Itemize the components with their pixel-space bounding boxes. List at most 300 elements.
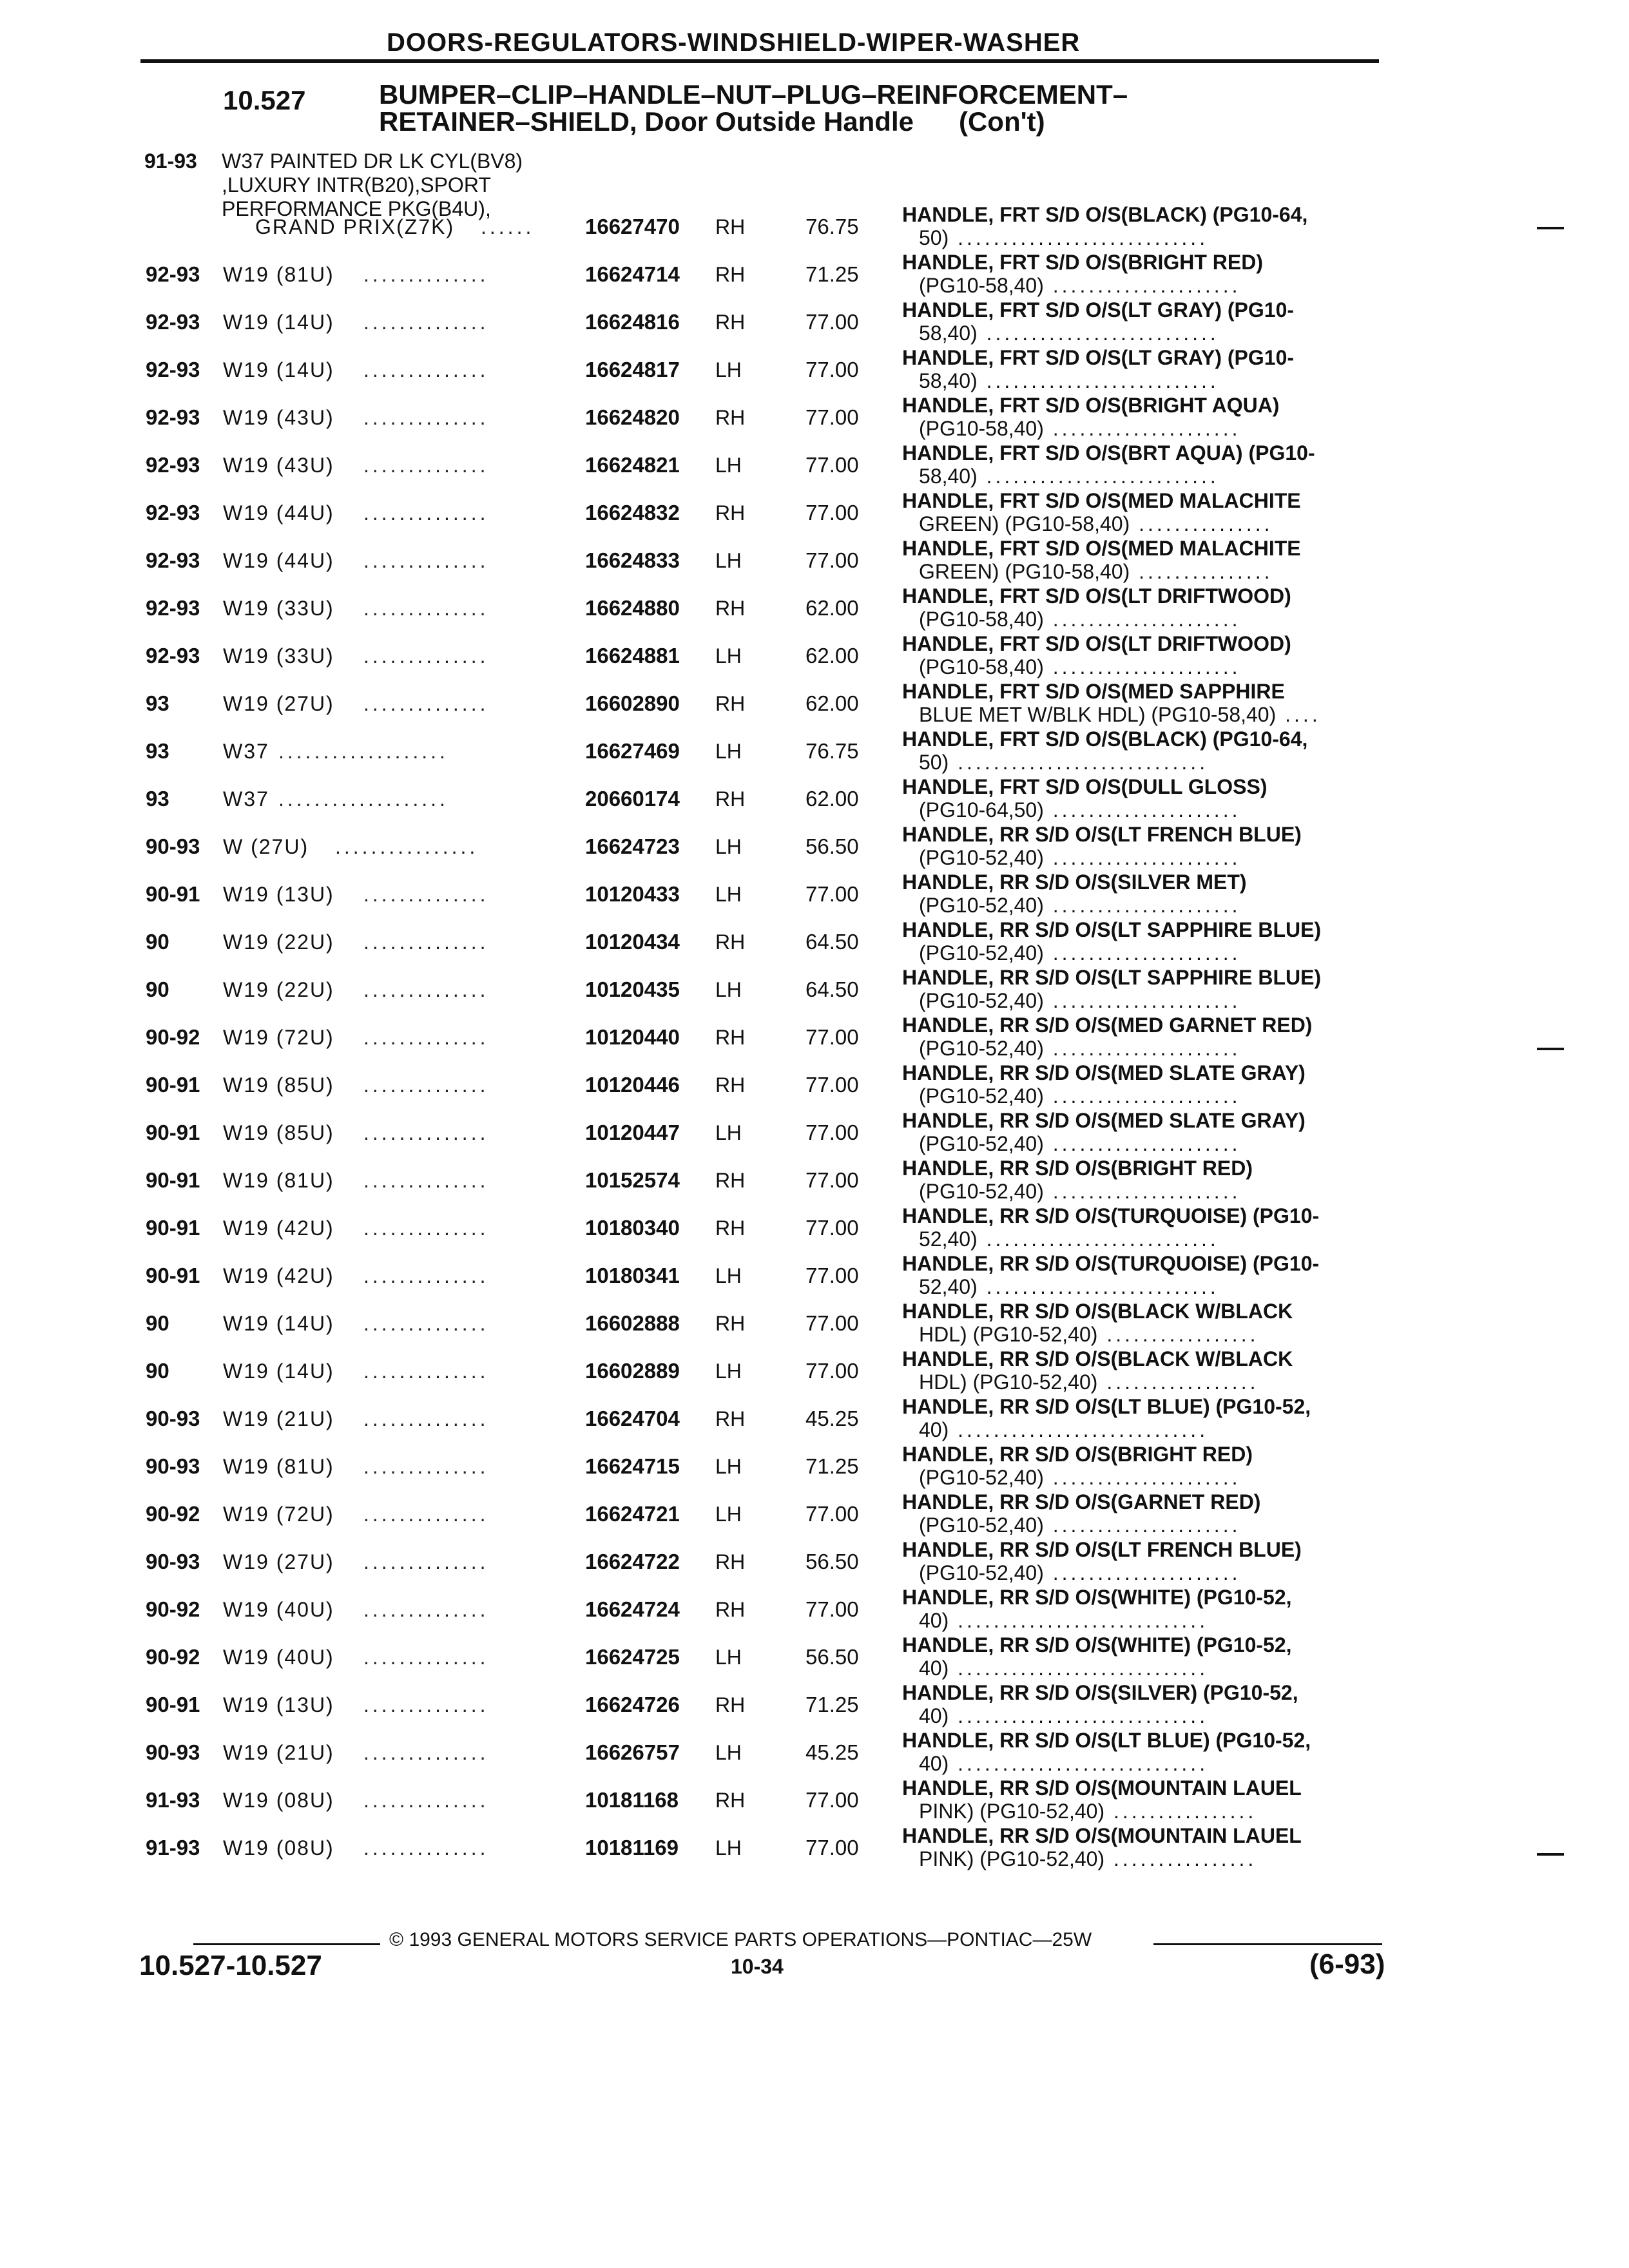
table-row bbox=[0, 1538, 1629, 1597]
table-row bbox=[0, 1776, 1629, 1835]
part-description-line2: (PG10-52,40) bbox=[919, 1132, 1044, 1155]
table-row bbox=[0, 966, 1629, 1024]
table-row bbox=[0, 1395, 1629, 1454]
part-description-cont bbox=[919, 1561, 1240, 1585]
leader-dots: ................. bbox=[1097, 1370, 1259, 1394]
part-description: HANDLE, RR S/D O/S(TURQUOISE) (PG10- bbox=[902, 1204, 1320, 1227]
part-description-cont bbox=[919, 750, 1208, 774]
part-number: 16624821 bbox=[585, 453, 680, 477]
model-year: 90 bbox=[146, 1359, 169, 1383]
list-price: 77.00 bbox=[805, 453, 859, 477]
part-description: HANDLE, RR S/D O/S(SILVER) (PG10-52, bbox=[902, 1681, 1298, 1704]
table-row bbox=[0, 727, 1629, 786]
margin-mark bbox=[1537, 1048, 1564, 1050]
part-number: 16624817 bbox=[585, 358, 680, 381]
part-description-cont bbox=[919, 1036, 1240, 1061]
leader-dots: .............. bbox=[363, 1550, 489, 1573]
list-price: 62.00 bbox=[805, 691, 859, 715]
table-row bbox=[0, 1586, 1629, 1644]
part-number: 16624833 bbox=[585, 548, 680, 572]
part-description-line2: GREEN) (PG10-58,40) bbox=[919, 512, 1130, 535]
part-number: 10120446 bbox=[585, 1073, 680, 1097]
side-label: RH bbox=[715, 1073, 746, 1097]
model-code: W19 (72U) bbox=[223, 1503, 334, 1526]
list-price: 64.50 bbox=[805, 930, 859, 954]
leader-dots: .............. bbox=[363, 1312, 489, 1335]
model-year: 92-93 bbox=[146, 548, 200, 572]
part-number: 10152574 bbox=[585, 1168, 680, 1192]
part-description-line2: GREEN) (PG10-58,40) bbox=[919, 560, 1130, 583]
list-price: 77.00 bbox=[805, 1216, 859, 1240]
leader-dots: .............. bbox=[363, 1598, 489, 1621]
leader-dots: ................. bbox=[1097, 1323, 1259, 1346]
part-description: HANDLE, RR S/D O/S(WHITE) (PG10-52, bbox=[902, 1633, 1292, 1657]
leader-dots: .............. bbox=[363, 1646, 489, 1669]
part-description-line2: BLUE MET W/BLK HDL) (PG10-58,40) bbox=[919, 703, 1277, 726]
leader-dots: ..................... bbox=[1043, 798, 1241, 822]
side-label: RH bbox=[715, 1598, 746, 1621]
list-price: 77.00 bbox=[805, 882, 859, 906]
part-description-line2: 40) bbox=[919, 1418, 949, 1441]
part-description-cont bbox=[919, 798, 1240, 822]
part-description-line2: (PG10-52,40) bbox=[919, 1561, 1044, 1584]
leader-dots: ............................ bbox=[949, 1609, 1209, 1632]
table-row bbox=[0, 918, 1629, 977]
intro-line: ,LUXURY INTR(B20),SPORT bbox=[222, 173, 491, 197]
leader-dots: ............................ bbox=[949, 1704, 1209, 1727]
intro-line: PERFORMANCE PKG(B4U), bbox=[222, 197, 491, 220]
leader-dots: ............... bbox=[1130, 560, 1273, 583]
leader-dots: .......................... bbox=[977, 1275, 1219, 1298]
leader-dots: ................... bbox=[278, 740, 448, 763]
table-row bbox=[0, 1824, 1629, 1883]
section-title-line2: RETAINER–SHIELD, Door Outside Handle bbox=[379, 106, 914, 137]
list-price: 56.50 bbox=[805, 834, 859, 858]
part-description-cont bbox=[919, 893, 1240, 918]
model-code: W19 (22U) bbox=[223, 978, 334, 1001]
list-price: 77.00 bbox=[805, 310, 859, 334]
leader-dots: ................ bbox=[335, 835, 479, 858]
model-code: W19 (13U) bbox=[223, 1693, 334, 1716]
part-number: 16624820 bbox=[585, 405, 680, 429]
margin-mark bbox=[1537, 227, 1564, 229]
model-year: 92-93 bbox=[146, 310, 200, 334]
leader-dots: .............. bbox=[363, 644, 489, 668]
model-code: W19 (81U) bbox=[223, 1455, 334, 1478]
table-row bbox=[0, 870, 1629, 929]
section-title-line1: BUMPER–CLIP–HANDLE–NUT–PLUG–REINFORCEMENT– bbox=[379, 79, 1128, 110]
list-price: 77.00 bbox=[805, 1168, 859, 1192]
table-row bbox=[0, 1490, 1629, 1549]
section-number: 10.527 bbox=[223, 85, 306, 115]
table-row bbox=[0, 1014, 1629, 1072]
part-description: HANDLE, RR S/D O/S(MED GARNET RED) bbox=[902, 1014, 1313, 1037]
leader-dots: .... bbox=[1276, 703, 1321, 726]
list-price: 77.00 bbox=[805, 1788, 859, 1812]
part-description-line2: (PG10-58,40) bbox=[919, 417, 1044, 440]
model-year: 90 bbox=[146, 977, 169, 1001]
part-description-cont bbox=[919, 1322, 1258, 1347]
part-description: HANDLE, RR S/D O/S(LT FRENCH BLUE) bbox=[902, 1538, 1302, 1561]
list-price: 62.00 bbox=[805, 644, 859, 668]
leader-dots: .............. bbox=[363, 1693, 489, 1716]
model-code: W (27U) bbox=[223, 835, 309, 858]
part-description: HANDLE, RR S/D O/S(GARNET RED) bbox=[902, 1490, 1261, 1514]
part-description-line2: 58,40) bbox=[919, 465, 978, 488]
leader-dots: .............. bbox=[363, 406, 489, 429]
table-row bbox=[0, 489, 1629, 548]
leader-dots: .............. bbox=[363, 549, 489, 572]
list-price: 76.75 bbox=[805, 215, 859, 238]
leader-dots: ..................... bbox=[1043, 608, 1241, 631]
part-number: 16624726 bbox=[585, 1693, 680, 1716]
table-row bbox=[0, 1681, 1629, 1740]
model-year: 90-92 bbox=[146, 1502, 200, 1526]
table-row bbox=[0, 632, 1629, 691]
model-year: 90-91 bbox=[146, 1073, 200, 1097]
part-description-line2: 40) bbox=[919, 1657, 949, 1680]
part-number: 16624723 bbox=[585, 834, 680, 858]
list-price: 56.50 bbox=[805, 1645, 859, 1669]
model-year: 90-92 bbox=[146, 1025, 200, 1049]
side-label: RH bbox=[715, 1169, 746, 1192]
side-label: RH bbox=[715, 311, 746, 334]
side-label: RH bbox=[715, 263, 746, 286]
leader-dots: ..................... bbox=[1043, 1132, 1241, 1155]
leader-dots: ..................... bbox=[1043, 1466, 1241, 1489]
list-price: 76.75 bbox=[805, 739, 859, 763]
list-price: 77.00 bbox=[805, 1502, 859, 1526]
part-description: HANDLE, RR S/D O/S(LT FRENCH BLUE) bbox=[902, 823, 1302, 846]
part-description: HANDLE, RR S/D O/S(MOUNTAIN LAUEL bbox=[902, 1776, 1302, 1800]
side-label: LH bbox=[715, 1455, 742, 1478]
model-code: GRAND PRIX(Z7K) bbox=[255, 215, 455, 238]
list-price: 77.00 bbox=[805, 1073, 859, 1097]
model-year: 93 bbox=[146, 787, 169, 811]
side-label: RH bbox=[715, 406, 746, 429]
part-number: 10120433 bbox=[585, 882, 680, 906]
part-description-cont bbox=[919, 1704, 1208, 1728]
model-code: W19 (81U) bbox=[223, 263, 334, 286]
side-label: LH bbox=[715, 454, 742, 477]
part-description-cont bbox=[919, 1370, 1258, 1394]
model-year: 92-93 bbox=[146, 596, 200, 620]
model-code: W19 (72U) bbox=[223, 1026, 334, 1049]
table-row bbox=[0, 680, 1629, 738]
list-price: 77.00 bbox=[805, 1311, 859, 1335]
side-label: RH bbox=[715, 215, 746, 238]
part-description: HANDLE, RR S/D O/S(MED SLATE GRAY) bbox=[902, 1061, 1306, 1084]
part-description-cont bbox=[919, 369, 1219, 393]
part-description: HANDLE, RR S/D O/S(BLACK W/BLACK bbox=[902, 1347, 1293, 1370]
header-rule bbox=[140, 59, 1379, 63]
leader-dots: ..................... bbox=[1043, 274, 1241, 297]
model-year: 92-93 bbox=[146, 501, 200, 524]
part-description-line2: 58,40) bbox=[919, 369, 978, 392]
model-code: W19 (85U) bbox=[223, 1073, 334, 1097]
part-description-cont bbox=[919, 321, 1219, 345]
list-price: 77.00 bbox=[805, 1025, 859, 1049]
part-description: HANDLE, FRT S/D O/S(BRT AQUA) (PG10- bbox=[902, 441, 1315, 465]
part-description: HANDLE, FRT S/D O/S(BLACK) (PG10-64, bbox=[902, 203, 1308, 226]
list-price: 45.25 bbox=[805, 1407, 859, 1430]
leader-dots: .............. bbox=[363, 1216, 489, 1240]
leader-dots: ..................... bbox=[1043, 989, 1241, 1012]
part-description: HANDLE, RR S/D O/S(LT SAPPHIRE BLUE) bbox=[902, 966, 1322, 989]
model-code: W19 (14U) bbox=[223, 311, 334, 334]
side-label: LH bbox=[715, 1360, 742, 1383]
part-description-line2: (PG10-52,40) bbox=[919, 846, 1044, 869]
leader-dots: .............. bbox=[363, 1503, 489, 1526]
side-label: LH bbox=[715, 740, 742, 763]
part-description-line2: (PG10-52,40) bbox=[919, 1084, 1044, 1108]
part-description-line2: (PG10-52,40) bbox=[919, 1514, 1044, 1537]
model-code: W19 (85U) bbox=[223, 1121, 334, 1144]
part-number: 16624725 bbox=[585, 1645, 680, 1669]
leader-dots: .............. bbox=[363, 1455, 489, 1478]
side-label: RH bbox=[715, 1789, 746, 1812]
footer-rule-left bbox=[193, 1943, 380, 1945]
list-price: 71.25 bbox=[805, 1693, 859, 1716]
leader-dots: ................ bbox=[1104, 1847, 1257, 1870]
side-label: RH bbox=[715, 1026, 746, 1049]
model-code: W19 (08U) bbox=[223, 1789, 334, 1812]
side-label: RH bbox=[715, 787, 746, 811]
model-code: W19 (40U) bbox=[223, 1646, 334, 1669]
part-number: 10120434 bbox=[585, 930, 680, 954]
leader-dots: .......................... bbox=[977, 1227, 1219, 1251]
footer-date: (6-93) bbox=[1309, 1948, 1385, 1980]
model-code: W19 (13U) bbox=[223, 883, 334, 906]
model-year: 90-91 bbox=[146, 1693, 200, 1716]
table-row bbox=[0, 1252, 1629, 1311]
leader-dots: .............. bbox=[363, 1789, 489, 1812]
model-code: W19 (81U) bbox=[223, 1169, 334, 1192]
model-year: 90-91 bbox=[146, 1120, 200, 1144]
part-description-line2: 50) bbox=[919, 226, 949, 249]
model-code: W19 (14U) bbox=[223, 358, 334, 381]
part-description-cont bbox=[919, 1465, 1240, 1490]
leader-dots: ............... bbox=[1130, 512, 1273, 535]
leader-dots: ..................... bbox=[1043, 846, 1241, 869]
part-number: 16602888 bbox=[585, 1311, 680, 1335]
page-header-title: DOORS-REGULATORS-WINDSHIELD-WIPER-WASHER bbox=[387, 28, 1081, 57]
leader-dots: ..................... bbox=[1043, 894, 1241, 917]
part-description: HANDLE, FRT S/D O/S(LT DRIFTWOOD) bbox=[902, 584, 1291, 608]
leader-dots: .............. bbox=[363, 883, 489, 906]
table-row bbox=[0, 1157, 1629, 1215]
leader-dots: ................... bbox=[278, 787, 448, 811]
footer-page-number: 10-34 bbox=[731, 1955, 784, 1978]
table-row bbox=[0, 823, 1629, 881]
table-row bbox=[0, 394, 1629, 452]
model-year: 92-93 bbox=[146, 405, 200, 429]
part-description-line2: 58,40) bbox=[919, 322, 978, 345]
model-year: 90-93 bbox=[146, 1740, 200, 1764]
list-price: 45.25 bbox=[805, 1740, 859, 1764]
model-code: W19 (27U) bbox=[223, 692, 334, 715]
list-price: 71.25 bbox=[805, 262, 859, 286]
part-description: HANDLE, RR S/D O/S(SILVER MET) bbox=[902, 870, 1247, 894]
part-number: 16624880 bbox=[585, 596, 680, 620]
part-number: 10180341 bbox=[585, 1264, 680, 1287]
side-label: RH bbox=[715, 1550, 746, 1573]
list-price: 77.00 bbox=[805, 1836, 859, 1860]
part-description-line2: (PG10-52,40) bbox=[919, 1180, 1044, 1203]
model-code: W37 bbox=[223, 787, 269, 811]
side-label: LH bbox=[715, 1741, 742, 1764]
leader-dots: .............. bbox=[363, 1073, 489, 1097]
model-year: 90-92 bbox=[146, 1645, 200, 1669]
part-description: HANDLE, RR S/D O/S(BRIGHT RED) bbox=[902, 1157, 1253, 1180]
part-description-cont bbox=[919, 988, 1240, 1013]
model-year: 90 bbox=[146, 930, 169, 954]
model-code: W19 (44U) bbox=[223, 501, 334, 524]
part-description: HANDLE, FRT S/D O/S(LT GRAY) (PG10- bbox=[902, 298, 1295, 322]
part-description-cont bbox=[919, 941, 1240, 965]
footer-section-range: 10.527-10.527 bbox=[139, 1950, 322, 1981]
leader-dots: .............. bbox=[363, 263, 489, 286]
side-label: LH bbox=[715, 1836, 742, 1860]
side-label: RH bbox=[715, 930, 746, 954]
table-row bbox=[0, 1347, 1629, 1406]
leader-dots: ..................... bbox=[1043, 417, 1241, 440]
leader-dots: .............. bbox=[363, 1169, 489, 1192]
side-label: LH bbox=[715, 1646, 742, 1669]
part-description-line2: 52,40) bbox=[919, 1227, 978, 1251]
part-description-cont bbox=[919, 1274, 1219, 1299]
leader-dots: ............................ bbox=[949, 751, 1209, 774]
part-description-cont bbox=[919, 1513, 1240, 1537]
side-label: RH bbox=[715, 1312, 746, 1335]
part-description: HANDLE, RR S/D O/S(TURQUOISE) (PG10- bbox=[902, 1252, 1320, 1275]
leader-dots: .............. bbox=[363, 978, 489, 1001]
part-description-line2: (PG10-52,40) bbox=[919, 1466, 1044, 1489]
model-year: 90-93 bbox=[146, 1550, 200, 1573]
part-number: 16626757 bbox=[585, 1740, 680, 1764]
part-description-cont bbox=[919, 607, 1240, 631]
side-label: LH bbox=[715, 978, 742, 1001]
part-description-line2: 50) bbox=[919, 751, 949, 774]
model-year: 90-91 bbox=[146, 882, 200, 906]
leader-dots: ............................ bbox=[949, 226, 1209, 249]
part-description-line2: 40) bbox=[919, 1752, 949, 1775]
part-number: 16624816 bbox=[585, 310, 680, 334]
part-description-line2: 40) bbox=[919, 1704, 949, 1727]
part-number: 16602889 bbox=[585, 1359, 680, 1383]
part-description-cont bbox=[919, 1418, 1208, 1442]
model-code: W19 (21U) bbox=[223, 1741, 334, 1764]
leader-dots: ............................ bbox=[949, 1657, 1209, 1680]
part-description-cont bbox=[919, 1847, 1257, 1871]
model-code: W19 (14U) bbox=[223, 1312, 334, 1335]
leader-dots: .......................... bbox=[977, 322, 1219, 345]
part-description-cont bbox=[919, 273, 1240, 298]
part-number: 16602890 bbox=[585, 691, 680, 715]
part-number: 10120440 bbox=[585, 1025, 680, 1049]
part-description-cont bbox=[919, 559, 1273, 584]
table-row bbox=[0, 251, 1629, 309]
model-year: 93 bbox=[146, 739, 169, 763]
leader-dots: .............. bbox=[363, 930, 489, 954]
side-label: LH bbox=[715, 644, 742, 668]
footer-copyright: © 1993 GENERAL MOTORS SERVICE PARTS OPERATIONS—PONTIAC—25W bbox=[389, 1929, 1092, 1950]
model-year: 90-91 bbox=[146, 1216, 200, 1240]
part-description-cont bbox=[919, 1656, 1208, 1680]
part-number: 10120435 bbox=[585, 977, 680, 1001]
leader-dots: .............. bbox=[363, 1836, 489, 1860]
part-number: 16624704 bbox=[585, 1407, 680, 1430]
part-number: 20660174 bbox=[585, 787, 680, 811]
list-price: 77.00 bbox=[805, 501, 859, 524]
side-label: LH bbox=[715, 358, 742, 381]
part-number: 16624721 bbox=[585, 1502, 680, 1526]
part-description: HANDLE, RR S/D O/S(LT BLUE) (PG10-52, bbox=[902, 1395, 1311, 1418]
model-year: 90 bbox=[146, 1311, 169, 1335]
part-description: HANDLE, FRT S/D O/S(BRIGHT RED) bbox=[902, 251, 1263, 274]
leader-dots: .............. bbox=[363, 692, 489, 715]
leader-dots: .......................... bbox=[977, 369, 1219, 392]
list-price: 77.00 bbox=[805, 1359, 859, 1383]
part-description: HANDLE, RR S/D O/S(WHITE) (PG10-52, bbox=[902, 1586, 1292, 1609]
model-code: W19 (33U) bbox=[223, 644, 334, 668]
side-label: RH bbox=[715, 692, 746, 715]
part-number: 16624724 bbox=[585, 1597, 680, 1621]
model-code: W37 bbox=[223, 740, 269, 763]
model-year: 92-93 bbox=[146, 358, 200, 381]
model-year: 92-93 bbox=[146, 262, 200, 286]
list-price: 56.50 bbox=[805, 1550, 859, 1573]
leader-dots: .............. bbox=[363, 311, 489, 334]
part-description-line2: PINK) (PG10-52,40) bbox=[919, 1800, 1105, 1823]
model-year: 90-91 bbox=[146, 1264, 200, 1287]
leader-dots: .............. bbox=[363, 1741, 489, 1764]
leader-dots: ..................... bbox=[1043, 655, 1241, 678]
part-description: HANDLE, RR S/D O/S(BRIGHT RED) bbox=[902, 1443, 1253, 1466]
list-price: 77.00 bbox=[805, 548, 859, 572]
model-year: 93 bbox=[146, 691, 169, 715]
part-description-cont bbox=[919, 1084, 1240, 1108]
list-price: 77.00 bbox=[805, 1120, 859, 1144]
model-code: W19 (42U) bbox=[223, 1216, 334, 1240]
leader-dots: ..................... bbox=[1043, 941, 1241, 965]
leader-dots: .............. bbox=[363, 358, 489, 381]
part-description-line2: HDL) (PG10-52,40) bbox=[919, 1323, 1098, 1346]
leader-dots: .......................... bbox=[977, 465, 1219, 488]
part-number: 16624715 bbox=[585, 1454, 680, 1478]
intro-entry bbox=[144, 149, 523, 221]
table-row bbox=[0, 441, 1629, 500]
part-description-line2: 40) bbox=[919, 1609, 949, 1632]
part-description-line2: HDL) (PG10-52,40) bbox=[919, 1370, 1098, 1394]
list-price: 64.50 bbox=[805, 977, 859, 1001]
part-description-line2: (PG10-58,40) bbox=[919, 655, 1044, 678]
part-description: HANDLE, FRT S/D O/S(MED SAPPHIRE bbox=[902, 680, 1285, 703]
part-description: HANDLE, FRT S/D O/S(MED MALACHITE bbox=[902, 537, 1301, 560]
table-row bbox=[0, 775, 1629, 834]
list-price: 77.00 bbox=[805, 405, 859, 429]
list-price: 62.00 bbox=[805, 596, 859, 620]
leader-dots: ..................... bbox=[1043, 1084, 1241, 1108]
part-number: 16627469 bbox=[585, 739, 680, 763]
part-description-line2: (PG10-58,40) bbox=[919, 274, 1044, 297]
part-description-line2: (PG10-64,50) bbox=[919, 798, 1044, 822]
part-description-line2: (PG10-52,40) bbox=[919, 1037, 1044, 1060]
side-label: RH bbox=[715, 597, 746, 620]
part-description: HANDLE, FRT S/D O/S(DULL GLOSS) bbox=[902, 775, 1268, 798]
part-description-cont bbox=[919, 464, 1219, 488]
part-number: 16627470 bbox=[585, 215, 680, 238]
